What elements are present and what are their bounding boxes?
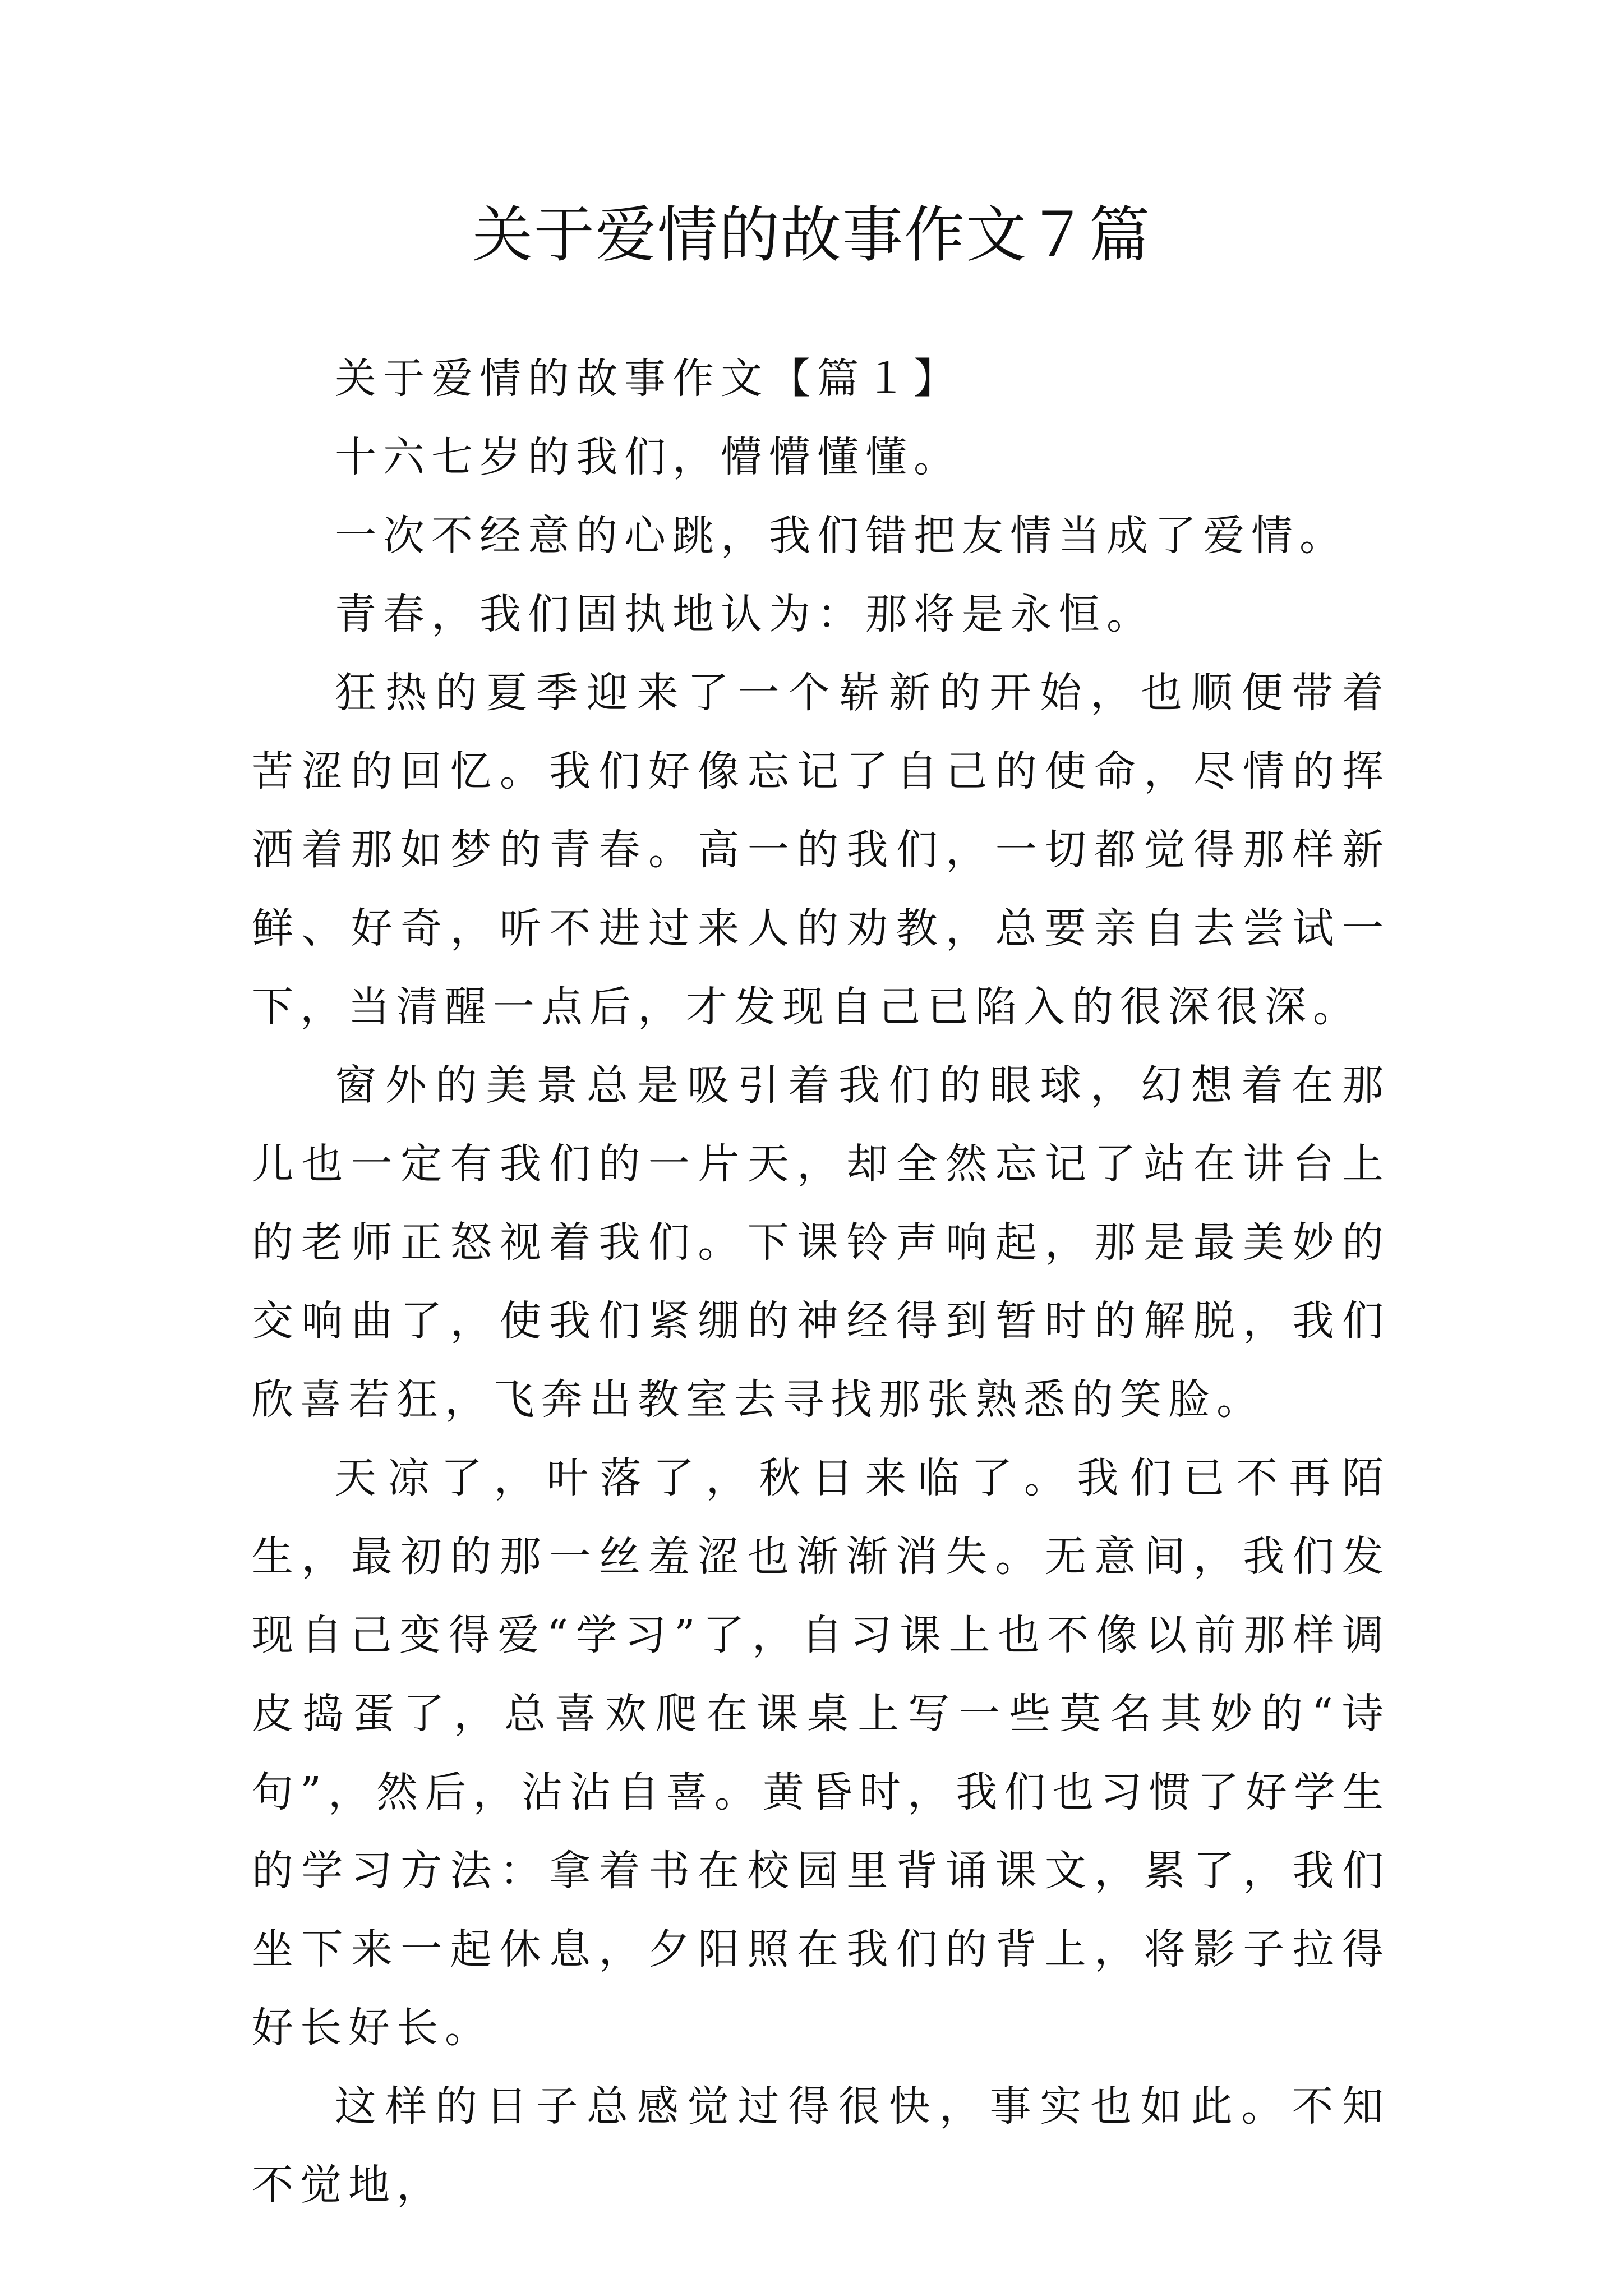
paragraph: 十六七岁的我们，懵懵懂懂。 <box>335 433 962 481</box>
document-body <box>252 339 1390 2224</box>
paragraph: 一次不经意的心跳，我们错把友情当成了爱情。 <box>335 512 1348 560</box>
paragraph: 窗外的美景总是吸引着我们的眼球，幻想着在那儿也一定有我们的一片天，却全然忘记了站在讲台上的老师正怒视着我们。下课铃声响起，那是最美妙的交响曲了，使我们紧绷的神经得到暂时的解脱，我们欣喜若狂，飞奔出教室去寻找那张熟悉的笑脸。 <box>252 1061 1390 1424</box>
document-title: 关于爱情的故事作文７篇 <box>472 200 1151 270</box>
section-heading: 关于爱情的故事作文【篇１】 <box>335 355 962 403</box>
paragraph: 这样的日子总感觉过得很快，事实也如此。不知不觉地， <box>252 2082 1390 2209</box>
paragraph: 狂热的夏季迎来了一个崭新的开始，也顺便带着苦涩的回忆。我们好像忘记了自己的使命，尽情的挥洒着那如梦的青春。高一的我们，一切都觉得那样新鲜、好奇，听不进过来人的劝教，总要亲自去尝试一下，当清醒一点后，才发现自己已陷入的很深很深。 <box>252 669 1390 1031</box>
paragraph: 青春，我们固执地认为：那将是永恒。 <box>335 590 1155 638</box>
paragraph: 天凉了，叶落了，秋日来临了。我们已不再陌生，最初的那一丝羞涩也渐渐消失。无意间，我们发现自己变得爱“学习”了，自习课上也不像以前那样调皮捣蛋了，总喜欢爬在课桌上写一些莫名其妙的“诗句”，然后，沾沾自喜。黄昏时，我们也习惯了好学生的学习方法：拿着书在校园里背诵课文，累了，我们坐下来一起休息，夕阳照在我们的背上，将影子拉得好长好长。 <box>252 1454 1390 2052</box>
